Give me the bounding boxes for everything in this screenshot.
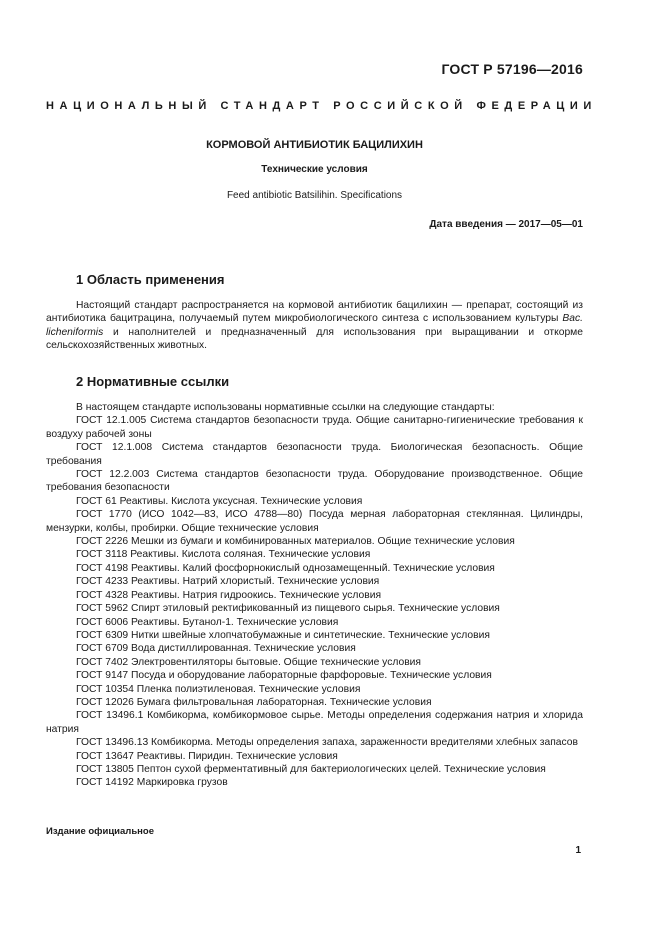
gost-code: ГОСТ Р 57196—2016: [441, 61, 583, 77]
reference-item: ГОСТ 13496.1 Комбикорма, комбикормовое сырье. Методы определения содержания натрия и хлорида натрия: [46, 710, 583, 735]
reference-item: ГОСТ 4198 Реактивы. Калий фосфорнокислый однозамещенный. Технические условия: [76, 562, 495, 574]
english-title: Feed antibiotic Batsilihin. Specifications: [226, 190, 403, 201]
reference-item: ГОСТ 4233 Реактивы. Натрий хлористый. Технические условия: [76, 576, 380, 588]
reference-item: ГОСТ 12026 Бумага фильтровальная лабораторная. Технические условия: [76, 696, 432, 708]
document-title: КОРМОВОЙ АНТИБИОТИК БАЦИЛИХИН: [206, 139, 423, 151]
reference-item: ГОСТ 13805 Пептон сухой ферментативный для бактериологических целей. Технические условия: [76, 763, 546, 775]
reference-item: ГОСТ 13647 Реактивы. Пиридин. Технические условия: [76, 750, 338, 762]
reference-item: ГОСТ 13496.13 Комбикорма. Методы определения запаха, зараженности вредителями хлебных запасов: [76, 737, 578, 749]
section-1-title: 1 Область применения: [76, 272, 225, 287]
section-1-text-italic: Bac. licheniformis: [46, 313, 583, 338]
section-1-text-before: Настоящий стандарт распространяется на кормовой антибиотик бацилихин — препарат, состоящий из антибиотика бацитрацина, получаемый путем микробиологического синтеза с использованием культуры: [46, 300, 583, 325]
reference-item: ГОСТ 10354 Пленка полиэтиленовая. Технические условия: [76, 683, 361, 695]
reference-item: ГОСТ 12.1.005 Система стандартов безопасности труда. Общие санитарно-гигиенические требования к воздуху рабочей зоны: [46, 415, 583, 440]
reference-item: ГОСТ 7402 Электровентиляторы бытовые. Общие технические условия: [76, 656, 422, 668]
reference-item: ГОСТ 5962 Спирт этиловый ректификованный из пищевого сырья. Технические условия: [76, 603, 500, 615]
reference-item: ГОСТ 14192 Маркировка грузов: [76, 777, 228, 789]
reference-item: ГОСТ 6309 Нитки швейные хлопчатобумажные и синтетические. Технические условия: [76, 629, 490, 641]
reference-item: ГОСТ 1770 (ИСО 1042—83, ИСО 4788—80) Посуда мерная лабораторная стеклянная. Цилиндры, мензурки, колбы, пробирки. Общие технические условия: [46, 509, 583, 534]
reference-item: ГОСТ 6006 Реактивы. Бутанол-1. Технические условия: [76, 616, 339, 628]
reference-item: ГОСТ 12.2.003 Система стандартов безопасности труда. Оборудование производственное. Общие требования безопасности: [46, 469, 583, 494]
reference-item: ГОСТ 4328 Реактивы. Натрия гидроокись. Технические условия: [76, 589, 382, 601]
national-standard-heading: НАЦИОНАЛЬНЫЙ СТАНДАРТ РОССИЙСКОЙ ФЕДЕРАЦИИ: [46, 100, 597, 112]
reference-item: ГОСТ 9147 Посуда и оборудование лабораторные фарфоровые. Технические условия: [76, 670, 492, 682]
reference-item: ГОСТ 3118 Реактивы. Кислота соляная. Технические условия: [76, 549, 371, 561]
reference-item: ГОСТ 2226 Мешки из бумаги и комбинированных материалов. Общие технические условия: [76, 536, 515, 548]
date-of-introduction: Дата введения — 2017—05—01: [429, 219, 583, 230]
section-1-text-after: и наполнителей и предназначенный для использования при выращивании и откорме сельскохозяйственных животных.: [46, 326, 583, 352]
reference-item: ГОСТ 12.1.008 Система стандартов безопасности труда. Биологическая безопасность. Общие требования: [46, 442, 583, 467]
reference-item: ГОСТ 61 Реактивы. Кислота уксусная. Технические условия: [76, 495, 363, 507]
edition-note: Издание официальное: [46, 826, 154, 837]
reference-item: ГОСТ 6709 Вода дистиллированная. Технические условия: [76, 643, 356, 655]
document-subtitle: Технические условия: [261, 164, 368, 175]
page-number: 1: [575, 845, 581, 856]
references-intro: В настоящем стандарте использованы нормативные ссылки на следующие стандарты:: [76, 402, 495, 413]
section-1-paragraph: [46, 299, 583, 353]
section-2-title: 2 Нормативные ссылки: [76, 374, 230, 389]
references-list: [46, 401, 583, 790]
